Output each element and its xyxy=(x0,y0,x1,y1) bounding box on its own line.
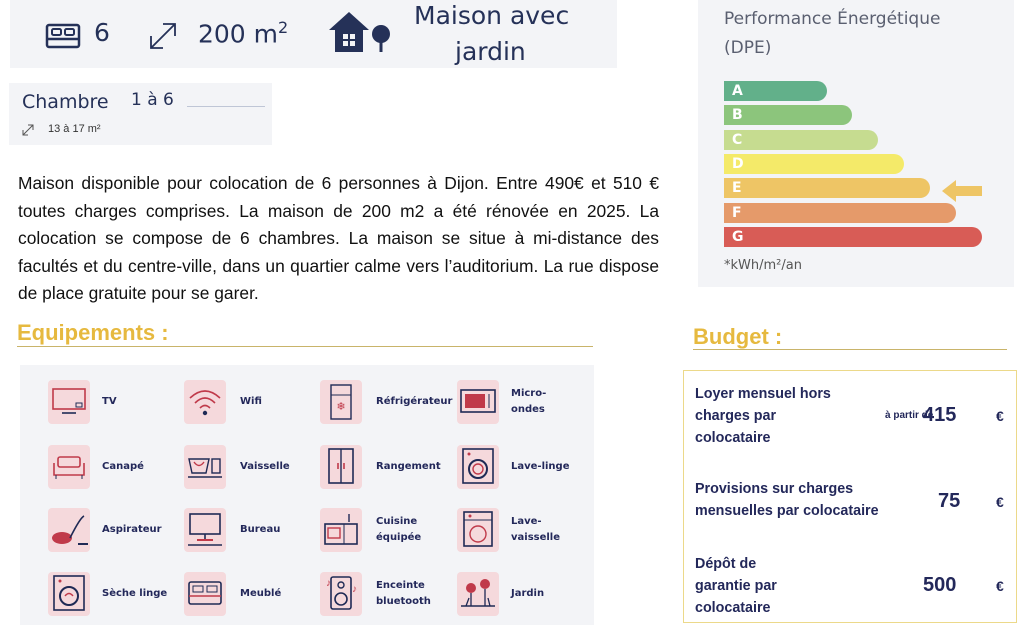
svg-text:♪: ♪ xyxy=(352,584,357,595)
equipement-label: Aspirateur xyxy=(102,524,162,535)
equipement-label: Bureau xyxy=(240,524,281,535)
equipement-item xyxy=(457,380,587,424)
svg-text:♪: ♪ xyxy=(326,578,331,589)
bed-icon xyxy=(45,23,81,49)
budget-divider xyxy=(693,349,1007,350)
dpe-grade-f: F xyxy=(724,203,956,223)
budget-row-label: Provisions sur charges mensuelles par colocataire xyxy=(695,481,879,519)
equipement-label: Réfrigérateur xyxy=(376,396,453,407)
dishwasher-icon xyxy=(457,508,499,552)
property-type-line2: jardin xyxy=(455,37,526,66)
equipement-label: TV xyxy=(102,396,117,407)
sofa-icon xyxy=(48,445,90,489)
dpe-title-line1: Performance Énergétique xyxy=(724,9,941,29)
equipement-label: Vaisselle xyxy=(240,461,290,472)
property-type-line1: Maison avec xyxy=(414,1,570,30)
equipements-grid xyxy=(20,365,594,625)
equipement-item xyxy=(320,572,450,616)
equipement-item xyxy=(48,445,178,489)
budget-currency: € xyxy=(996,408,1004,424)
equipement-label: Canapé xyxy=(102,461,144,472)
microwave-icon xyxy=(457,380,499,424)
budget-row-label: Loyer mensuel hors charges par colocataire xyxy=(695,386,831,446)
resize-icon xyxy=(147,20,179,52)
tv-icon xyxy=(48,380,90,424)
room-label: Chambre xyxy=(22,91,109,113)
budget-title: Budget : xyxy=(693,324,783,349)
equipement-item xyxy=(320,380,453,424)
speaker-icon xyxy=(320,572,362,616)
room-count-underline xyxy=(187,106,265,107)
svg-text:❄: ❄ xyxy=(336,401,346,413)
dpe-unit: *kWh/m²/an xyxy=(724,258,802,273)
budget-row-label: Dépôt de garantie par colocataire xyxy=(695,556,777,616)
bedrooms-count: 6 xyxy=(94,18,110,47)
equipement-label: Micro- ondes xyxy=(511,388,547,415)
listing-description: Maison disponible pour colocation de 6 personnes à Dijon. Entre 490€ et 510 € toutes charges comprises. La maison de 200 m2 a été rénovée en 2025. La colocation se compose de 6 chambres. La maison se situe à mi-distance des facultés et du centre-ville, dans un quartier calme vers l’auditorium. La rue dispose de place gratuite pour se garer. xyxy=(18,173,659,303)
budget-value: 415 xyxy=(923,404,957,426)
equipement-item xyxy=(48,508,178,552)
budget-currency: € xyxy=(996,494,1004,510)
room-info-card xyxy=(9,83,272,145)
house-tree-icon xyxy=(325,6,397,56)
equipement-item xyxy=(457,508,587,552)
equipement-item xyxy=(457,572,587,616)
washing-machine-icon xyxy=(457,445,499,489)
budget-value: 75 xyxy=(938,490,961,512)
dpe-grade-c: C xyxy=(724,130,878,150)
dpe-title-line2: (DPE) xyxy=(724,38,772,58)
listing-summary-bar xyxy=(10,0,617,68)
dpe-grade-b: B xyxy=(724,105,852,125)
vacuum-icon xyxy=(48,508,90,552)
equipement-item xyxy=(48,572,178,616)
equipement-label: Lave- vaisselle xyxy=(511,516,561,543)
wifi-icon xyxy=(184,380,226,424)
equipement-item xyxy=(457,445,587,489)
dishes-icon xyxy=(184,445,226,489)
equipement-label: Cuisine équipée xyxy=(376,516,422,543)
bed-icon xyxy=(184,572,226,616)
equipement-label: Jardin xyxy=(511,588,545,599)
budget-currency: € xyxy=(996,578,1004,594)
selected-grade-arrow-icon xyxy=(942,180,982,202)
desk-icon xyxy=(184,508,226,552)
resize-icon xyxy=(21,123,35,137)
equipement-label: Rangement xyxy=(376,461,441,472)
equipement-item xyxy=(184,380,314,424)
room-area: 13 à 17 m² xyxy=(48,123,101,135)
equipement-label: Wifi xyxy=(240,396,262,407)
dryer-icon xyxy=(48,572,90,616)
equipement-label: Meublé xyxy=(240,588,282,599)
budget-panel xyxy=(683,370,1017,623)
budget-value: 500 xyxy=(923,574,957,596)
equipement-item xyxy=(184,445,314,489)
equipement-label: Enceinte bluetooth xyxy=(376,580,431,607)
dpe-grade-a: A xyxy=(724,81,827,101)
equipement-item xyxy=(48,380,178,424)
dpe-panel xyxy=(698,0,1014,287)
kitchen-icon xyxy=(320,508,362,552)
garden-icon xyxy=(457,572,499,616)
room-count: 1 à 6 xyxy=(131,90,174,110)
equipements-title: Equipements : xyxy=(17,320,169,345)
equipement-item xyxy=(184,572,314,616)
equipement-item xyxy=(320,445,450,489)
wardrobe-icon xyxy=(320,445,362,489)
dpe-grade-d: D xyxy=(724,154,904,174)
equipement-item xyxy=(320,508,450,552)
equipements-divider xyxy=(17,346,593,347)
equipement-item xyxy=(184,508,314,552)
dpe-grade-g: G xyxy=(724,227,982,247)
equipement-label: Sèche linge xyxy=(102,588,168,599)
area-value: 200 $m^2$ xyxy=(198,18,289,49)
dpe-grade-e: E xyxy=(724,178,930,198)
equipement-label: Lave-linge xyxy=(511,461,570,472)
budget-prefix: à partir de xyxy=(885,410,934,421)
fridge-icon xyxy=(320,380,362,424)
